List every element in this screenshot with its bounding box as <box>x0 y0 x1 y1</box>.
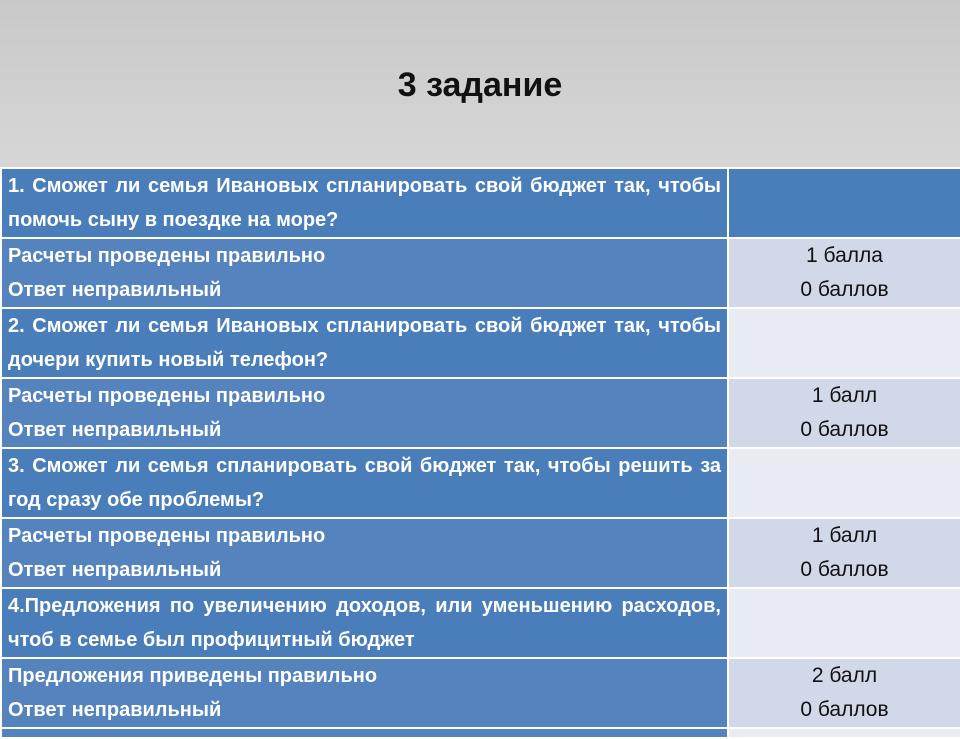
score-wrong: 0 баллов <box>800 698 889 721</box>
criteria-cell <box>1 518 728 588</box>
empty-score-cell <box>728 308 960 378</box>
table-row <box>1 238 960 308</box>
score-correct: 1 балла <box>806 244 883 267</box>
question-cell: 1. Сможет ли семья Ивановых спланировать свой бюджет так, чтобы помочь сыну в поездке на море? <box>1 168 728 238</box>
score-cell <box>728 378 960 448</box>
empty-score-cell <box>728 448 960 518</box>
table-row <box>1 518 960 588</box>
table-row-partial <box>1 728 960 738</box>
criteria-wrong: Ответ неправильный <box>8 419 222 441</box>
table-row <box>1 378 960 448</box>
criteria-cell <box>1 658 728 728</box>
criteria-cell <box>1 378 728 448</box>
score-correct: 1 балл <box>811 384 878 407</box>
score-cell <box>728 518 960 588</box>
table-row <box>1 308 960 378</box>
criteria-correct: Расчеты проведены правильно <box>8 385 326 407</box>
criteria-cell <box>1 238 728 308</box>
criteria-wrong: Ответ неправильный <box>8 559 222 581</box>
table-row <box>1 168 960 238</box>
scoring-table <box>0 167 960 739</box>
score-wrong: 0 баллов <box>800 418 889 441</box>
criteria-correct: Расчеты проведены правильно <box>8 245 326 267</box>
score-cell <box>728 658 960 728</box>
table-row <box>1 448 960 518</box>
cut-off-cell <box>1 728 728 738</box>
cut-off-cell <box>728 728 960 738</box>
empty-score-cell <box>728 588 960 658</box>
score-correct: 2 балл <box>811 664 878 687</box>
question-cell: 2. Сможет ли семья Ивановых спланировать свой бюджет так, чтобы дочери купить новый телефон? <box>1 308 728 378</box>
score-wrong: 0 баллов <box>800 278 889 301</box>
slide-title: 3 задание <box>397 66 563 104</box>
criteria-wrong: Ответ неправильный <box>8 279 222 301</box>
question-cell: 4.Предложения по увеличению доходов, или уменьшению расходов, чтоб в семье был профицитный бюджет <box>1 588 728 658</box>
question-cell: 3. Сможет ли семья спланировать свой бюджет так, чтобы решить за год сразу обе проблемы? <box>1 448 728 518</box>
score-wrong: 0 баллов <box>800 558 889 581</box>
criteria-correct: Расчеты проведены правильно <box>8 525 326 547</box>
empty-score-cell <box>728 168 960 238</box>
score-cell <box>728 238 960 308</box>
criteria-correct: Предложения приведены правильно <box>8 665 378 687</box>
score-correct: 1 балл <box>811 524 878 547</box>
criteria-wrong: Ответ неправильный <box>8 699 222 721</box>
table-row <box>1 588 960 658</box>
table-row <box>1 658 960 728</box>
